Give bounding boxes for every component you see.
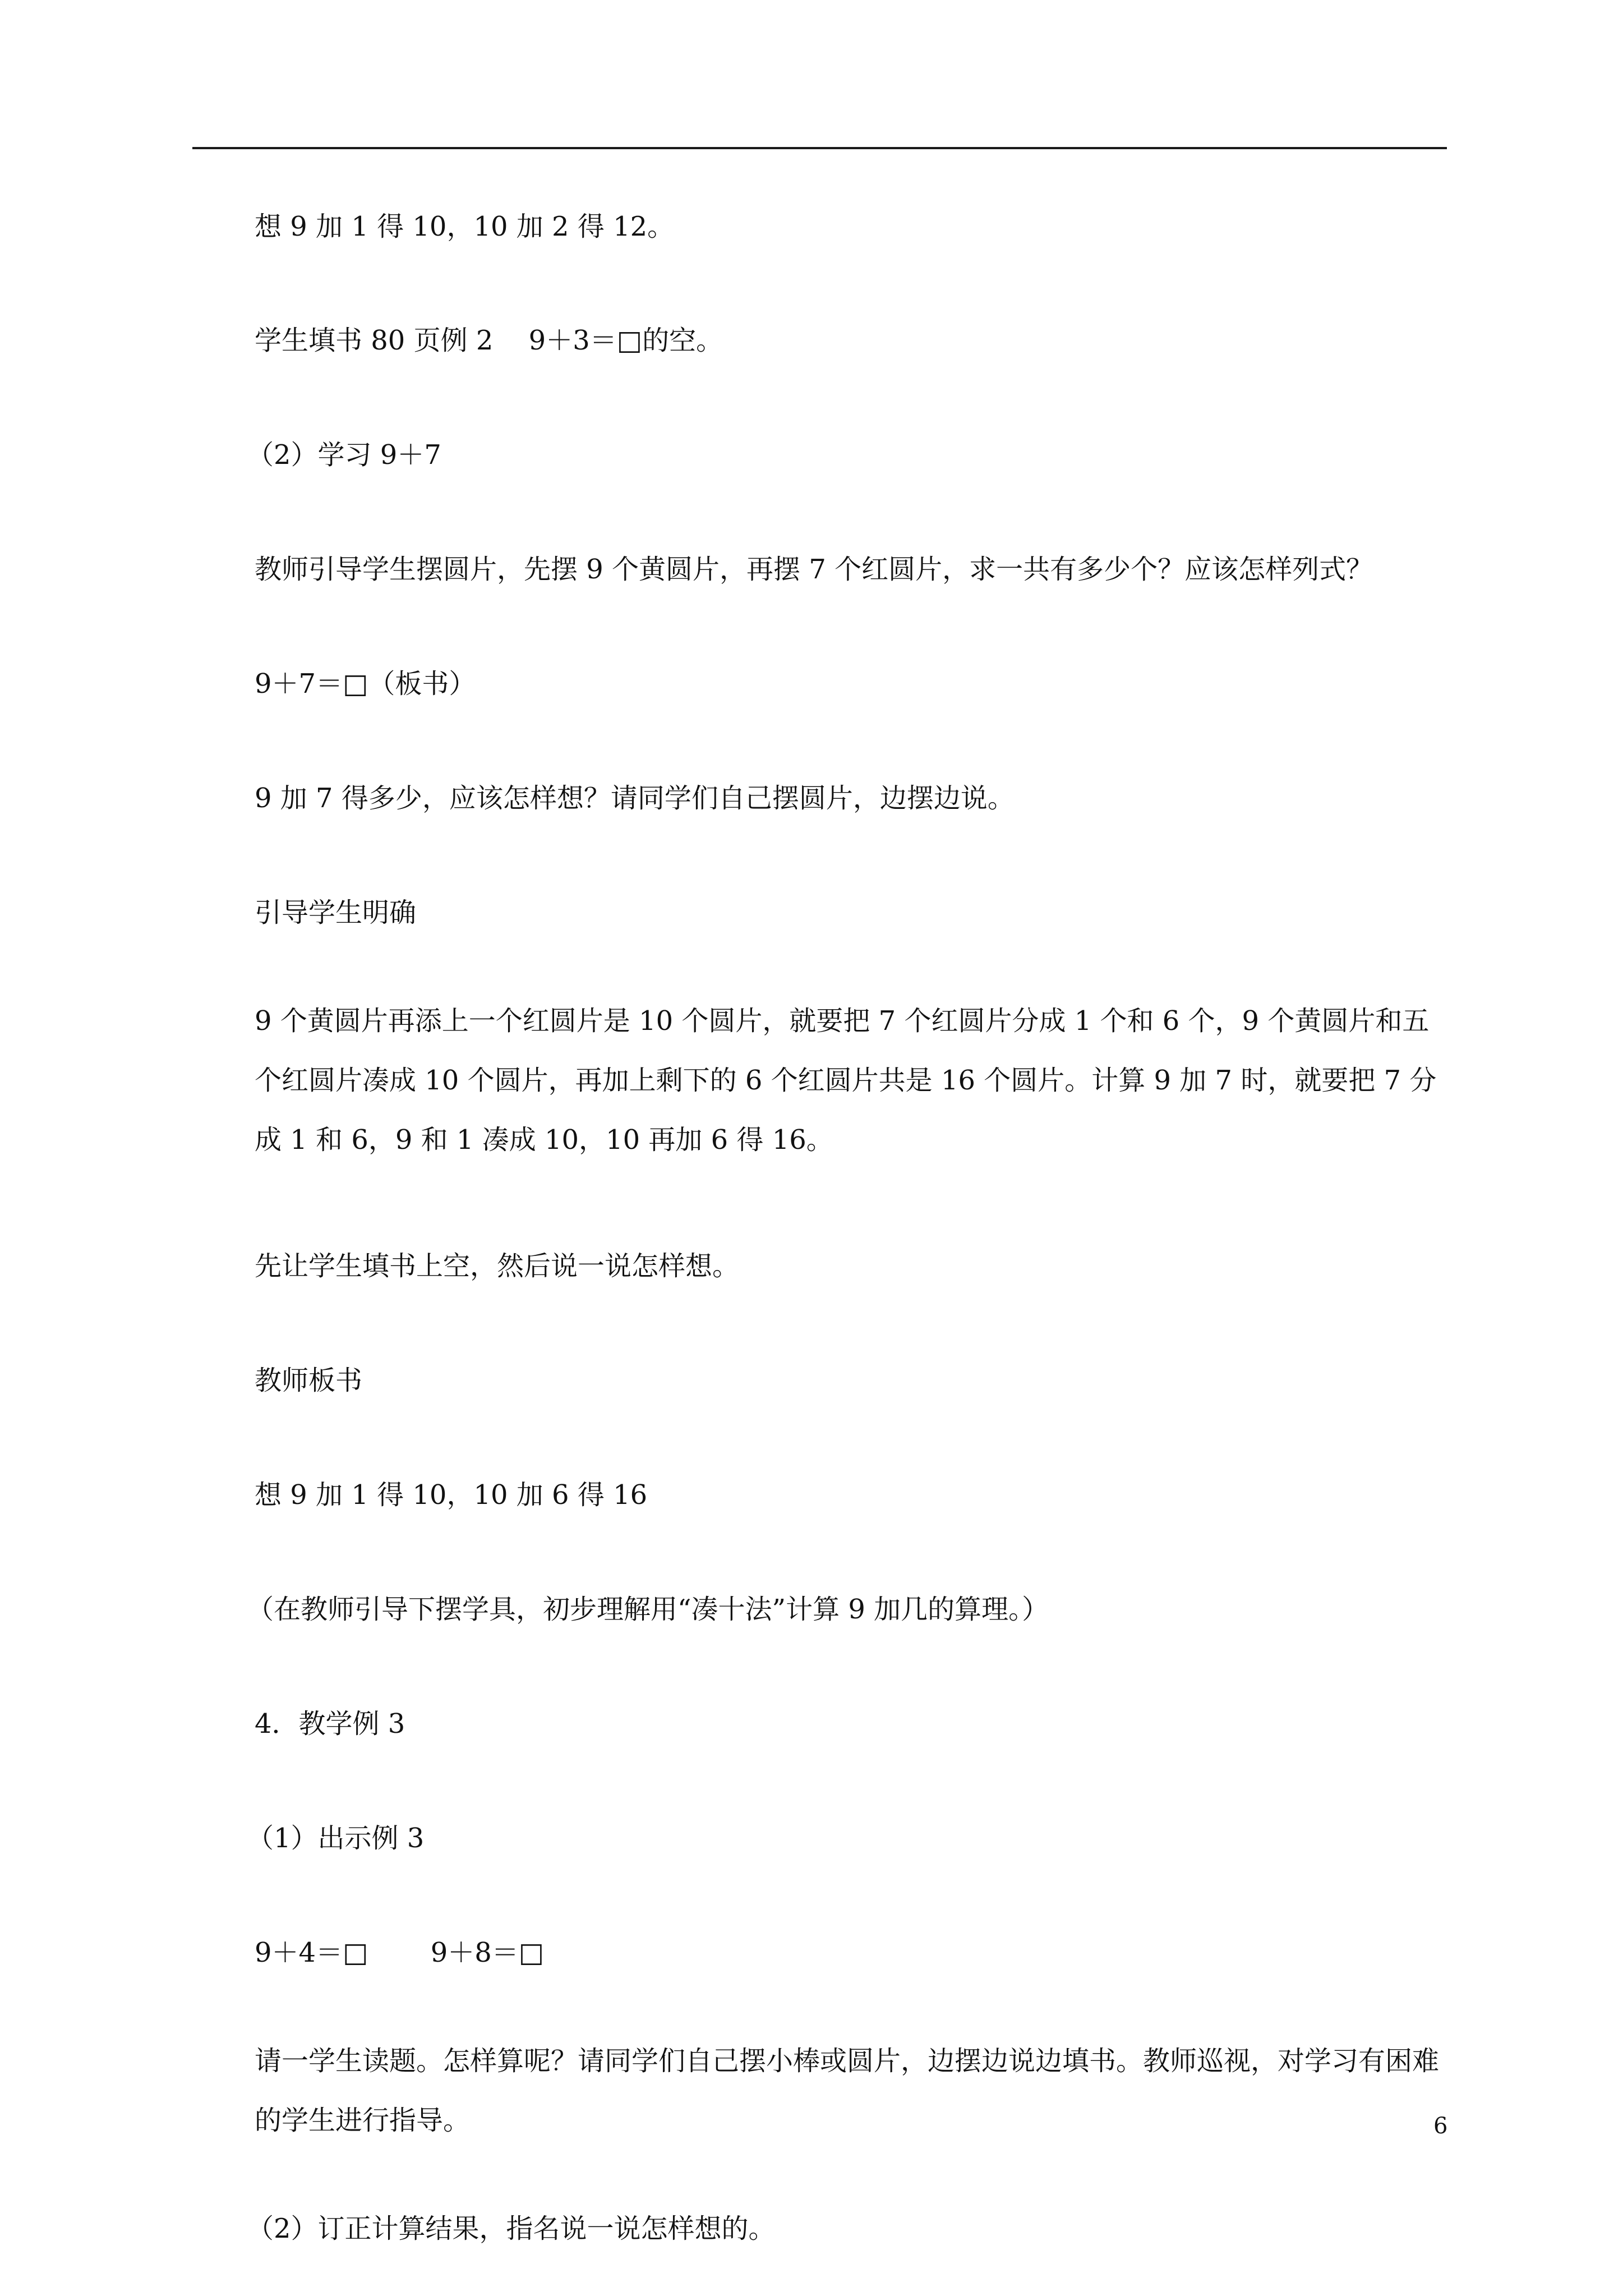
paragraph-4: 教师引导学生摆圆片，先摆 9 个黄圆片，再摆 7 个红圆片，求一共有多少个？应该怎样列式？: [255, 554, 1373, 585]
paragraph-3: （2）学习 9＋7: [247, 439, 441, 471]
paragraph-5: 9＋7＝□（板书）: [255, 668, 476, 700]
paragraph-14: （1）出示例 3: [247, 1823, 425, 1854]
paragraph-7: 引导学生明确: [255, 897, 417, 928]
paragraph-6: 9 加 7 得多少，应该怎样想？请同学们自己摆圆片，边摆边说。: [255, 783, 1015, 814]
paragraph-10: 教师板书: [255, 1365, 363, 1396]
paragraph-9: 先让学生填书上空，然后说一说怎样想。: [255, 1250, 740, 1282]
paragraph-12: （在教师引导下摆学具，初步理解用“凑十法”计算 9 加几的算理。）: [247, 1594, 1049, 1625]
paragraph-17: （2）订正计算结果，指名说一说怎样想的。: [247, 2213, 776, 2244]
paragraph-8: 9 个黄圆片再添上一个红圆片是 10 个圆片，就要把 7 个红圆片分成 1 个和 6 个，9 个黄圆片和五个红圆片凑成 10 个圆片，再加上剩下的 6 个红圆片共是 16 个圆片。计算 9 加 7 时，就要把 7 分成 1 和 6，9 和 1 凑成 10，10 再加 6 得 16。: [255, 1005, 1437, 1156]
paragraph-13: 4．教学例 3: [255, 1708, 405, 1740]
page-number: 6: [1433, 2113, 1448, 2139]
document-body: [247, 209, 1447, 2247]
paragraph-11: 想 9 加 1 得 10，10 加 6 得 16: [255, 1479, 648, 1511]
paragraph-16: 请一学生读题。怎样算呢？请同学们自己摆小棒或圆片，边摆边说边填书。教师巡视，对学习有困难的学生进行指导。: [255, 2045, 1440, 2136]
paragraph-15: 9＋4＝□ 9＋8＝□: [255, 1937, 545, 1968]
paragraph-1: 想 9 加 1 得 10，10 加 2 得 12。: [255, 211, 675, 242]
paragraph-2: 学生填书 80 页例 2 9＋3＝□的空。: [255, 325, 723, 356]
header-rule: [192, 147, 1447, 149]
